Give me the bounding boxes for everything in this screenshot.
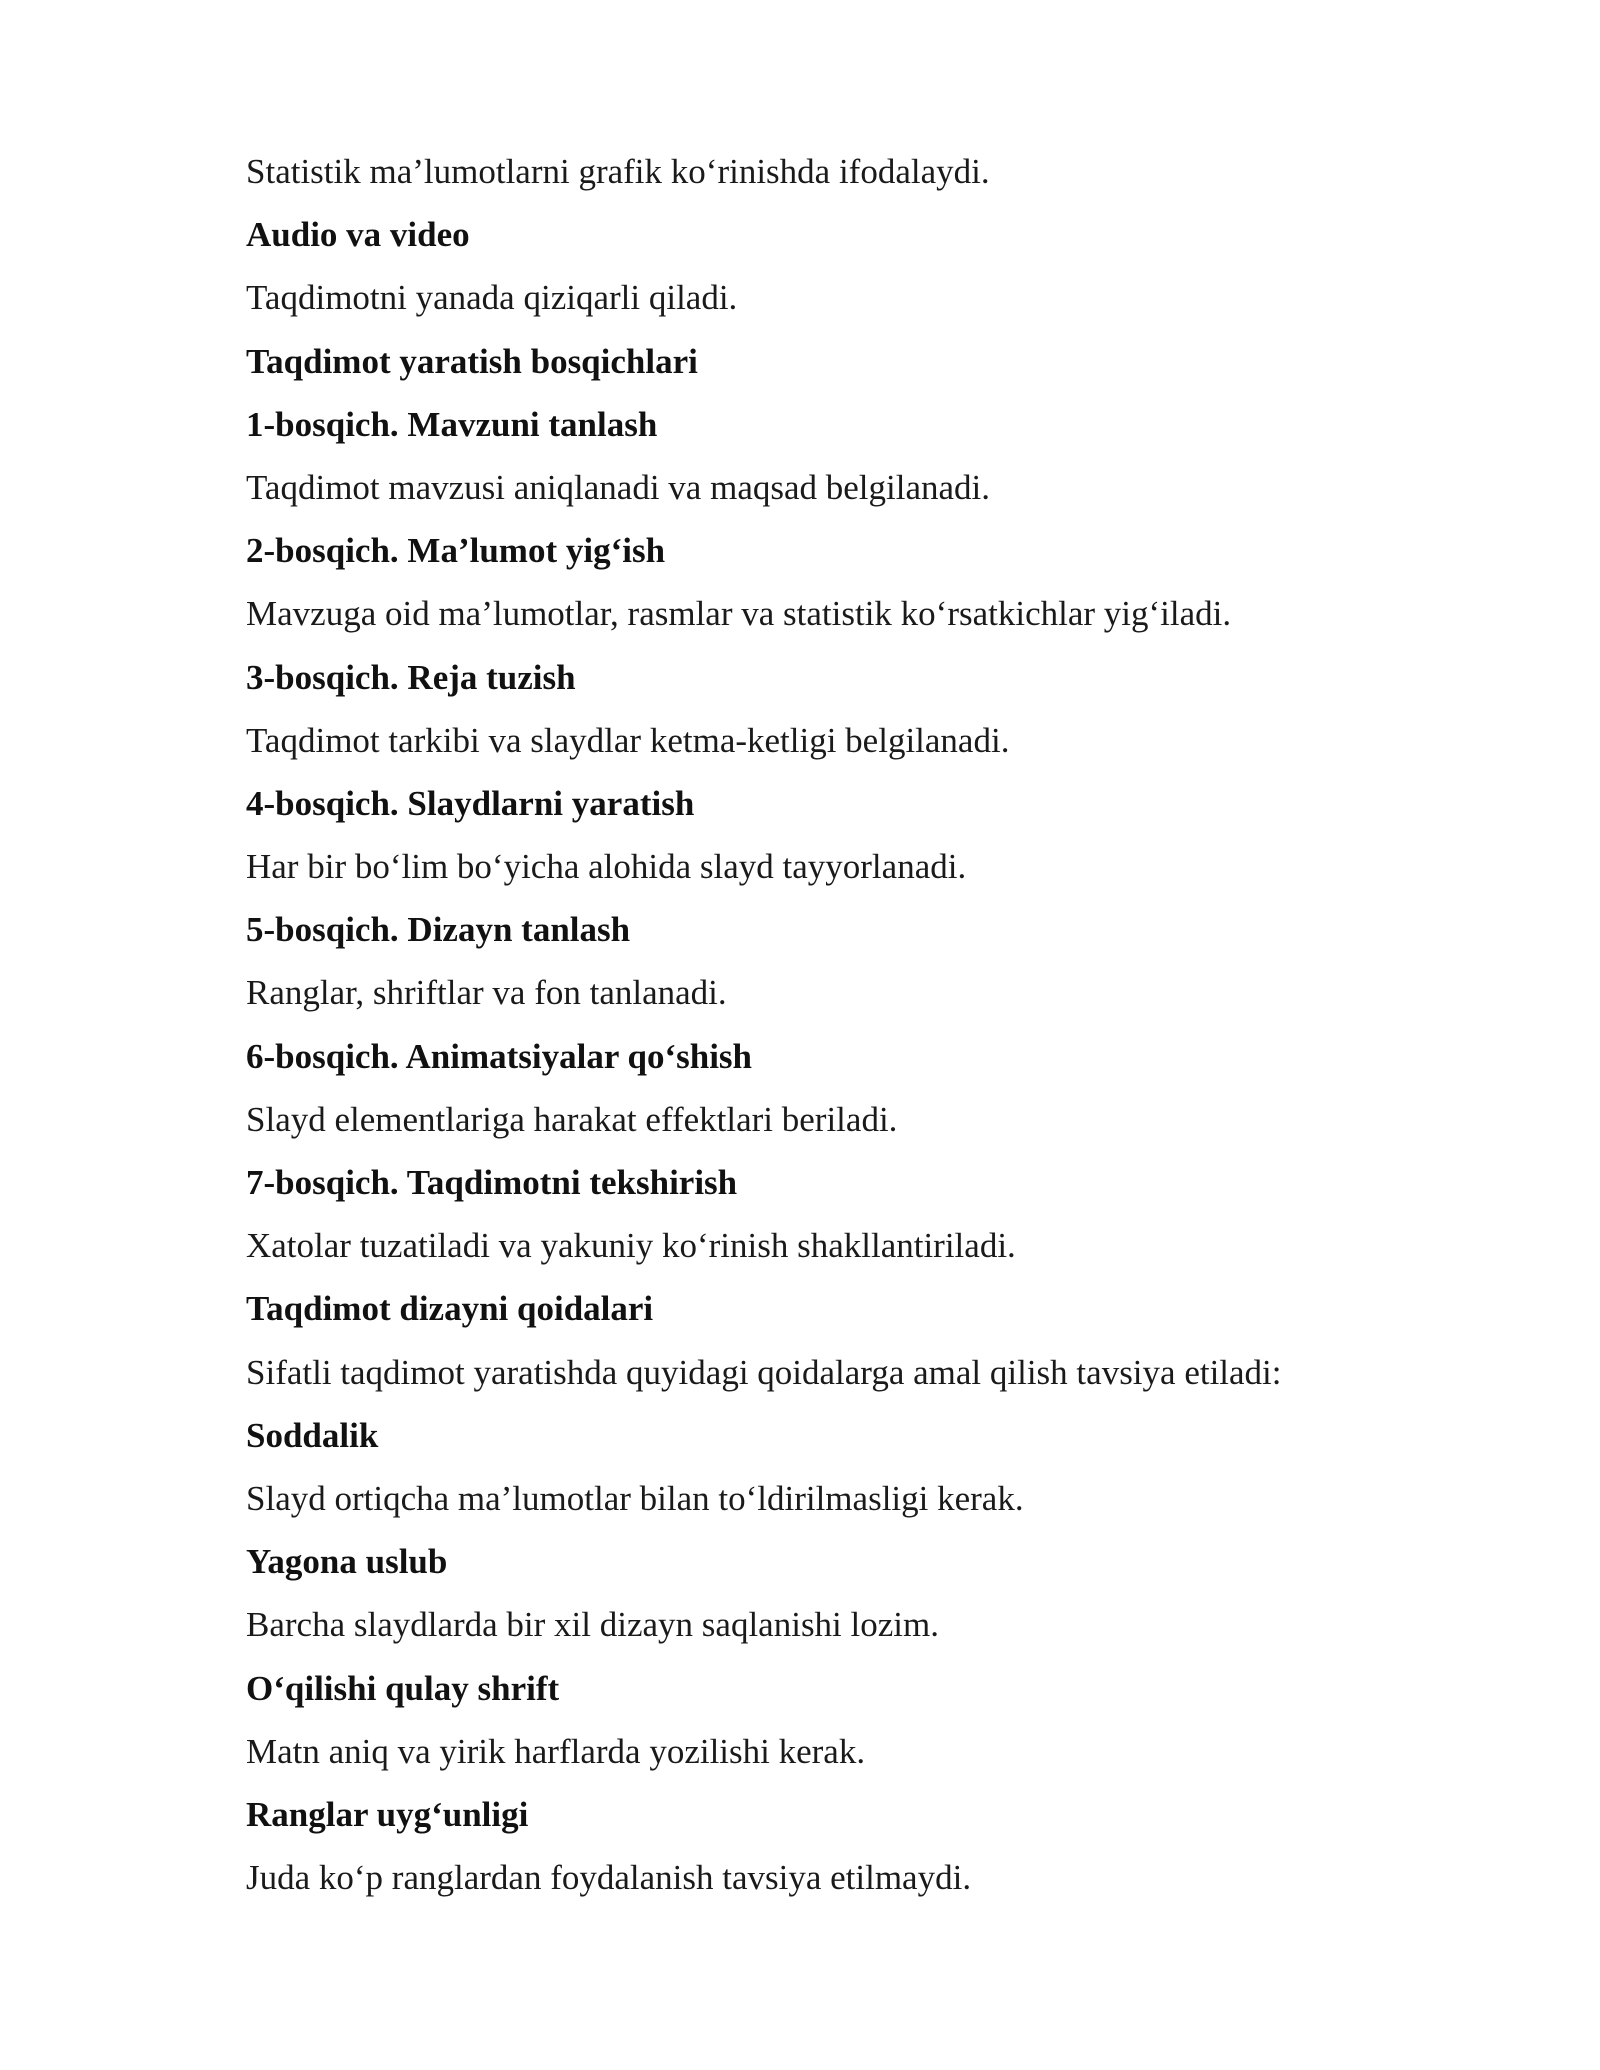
section-heading: Audio va video [246, 215, 470, 255]
section-heading: 5-bosqich. Dizayn tanlash [246, 910, 631, 950]
paragraph-text: Har bir bo‘lim bo‘yicha alohida slayd tayyorlanadi. [246, 847, 967, 887]
paragraph-text: Slayd ortiqcha ma’lumotlar bilan to‘ldirilmasligi kerak. [246, 1478, 1024, 1518]
paragraph-text: Sifatli taqdimot yaratishda quyidagi qoidalarga amal qilish tavsiya etiladi: [246, 1352, 1282, 1392]
section-heading: 7-bosqich. Taqdimotni tekshirish [246, 1163, 738, 1202]
section-heading: Taqdimot dizayni qoidalari [246, 1289, 654, 1329]
section-heading: Ranglar uyg‘unligi [246, 1794, 529, 1834]
section-heading: O‘qilishi qulay shrift [246, 1668, 560, 1708]
section-heading: 1-bosqich. Mavzuni tanlash [246, 404, 658, 444]
paragraph-text: Ranglar, shriftlar va fon tanlanadi. [246, 973, 727, 1013]
paragraph-text: Xatolar tuzatiladi va yakuniy ko‘rinish shakllantiriladi. [246, 1226, 1016, 1266]
section-heading: 6-bosqich. Animatsiyalar qo‘shish [246, 1036, 753, 1076]
paragraph-text: Juda ko‘p ranglardan foydalanish tavsiya etilmaydi. [246, 1858, 972, 1898]
section-heading: Soddalik [246, 1415, 379, 1455]
paragraph-text: Mavzuga oid ma’lumotlar, rasmlar va statistik ko‘rsatkichlar yig‘iladi. [246, 594, 1232, 634]
section-heading: 3-bosqich. Reja tuzish [246, 657, 576, 697]
document-body [246, 140, 1446, 1909]
paragraph-text: Taqdimotni yanada qiziqarli qiladi. [246, 278, 738, 318]
section-heading: Yagona uslub [246, 1542, 448, 1582]
paragraph-text: Taqdimot mavzusi aniqlanadi va maqsad belgilanadi. [246, 467, 991, 507]
paragraph-text: Barcha slaydlarda bir xil dizayn saqlanishi lozim. [246, 1605, 939, 1645]
paragraph-text: Slayd elementlariga harakat effektlari beriladi. [246, 1099, 898, 1139]
section-heading: Taqdimot yaratish bosqichlari [246, 341, 698, 381]
section-heading: 4-bosqich. Slaydlarni yaratish [246, 783, 695, 823]
paragraph-text: Taqdimot tarkibi va slaydlar ketma-ketligi belgilanadi. [246, 720, 1010, 760]
paragraph-text: Matn aniq va yirik harflarda yozilishi kerak. [246, 1731, 866, 1771]
section-heading: 2-bosqich. Ma’lumot yig‘ish [246, 531, 666, 571]
paragraph-text: Statistik ma’lumotlarni grafik ko‘rinishda ifodalaydi. [246, 152, 990, 191]
